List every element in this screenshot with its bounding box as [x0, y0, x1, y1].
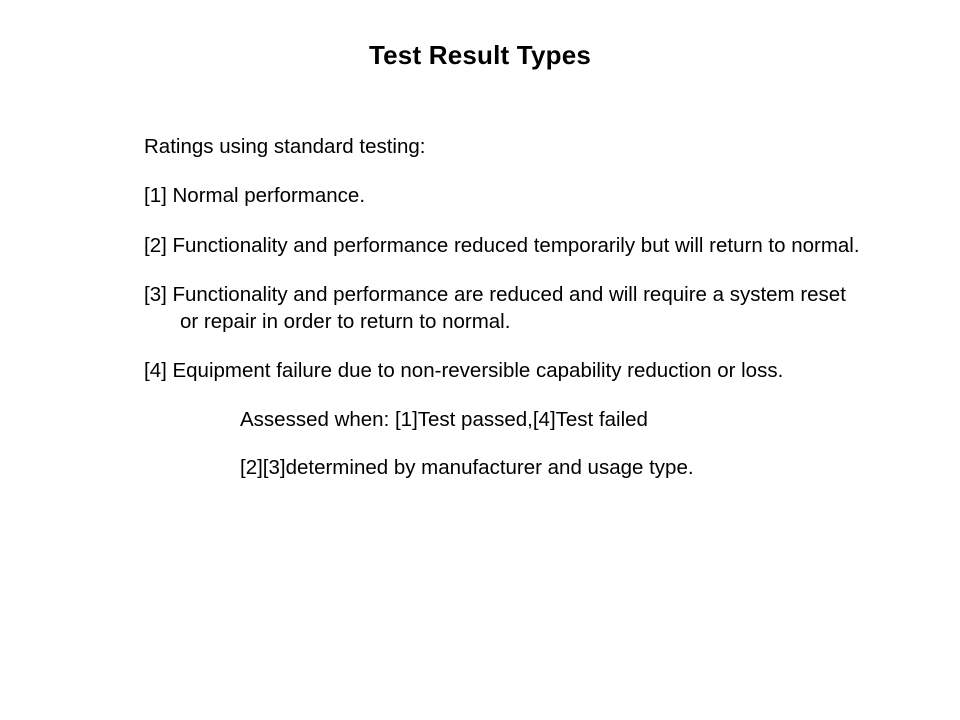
rating-item-2: [2] Functionality and performance reduced temporarily but will return to normal. — [144, 233, 860, 257]
assessment-note-1: Assessed when: [1]Test passed,[4]Test failed — [240, 407, 648, 431]
page-title: Test Result Types — [368, 40, 592, 70]
rating-item-1: [1] Normal performance. — [144, 184, 366, 208]
intro-text: Ratings using standard testing: — [144, 135, 426, 158]
slide-body — [144, 134, 864, 504]
rating-item-3: [3] Functionality and performance are reduced and will require a system reset or repair in order to return to normal. — [144, 283, 846, 333]
rating-item-4: [4] Equipment failure due to non-reversible capability reduction or loss. — [144, 359, 784, 383]
assessment-note-2: [2][3]determined by manufacturer and usage type. — [240, 456, 694, 480]
